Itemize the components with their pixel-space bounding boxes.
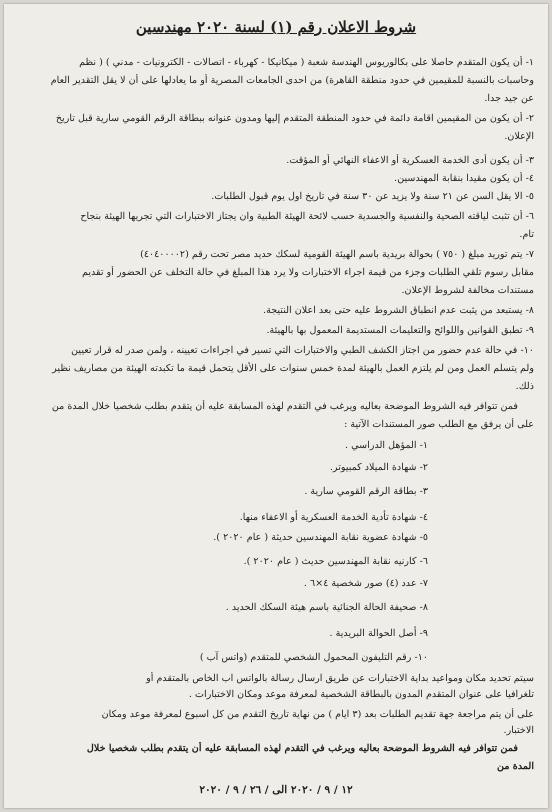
- document-item: ١٠- رقم التليفون المحمول الشخصي للمتقدم (واتس آب ): [199, 652, 428, 663]
- condition-line: ٩- تطبق القوانين واللوائح والتعليمات المستديمة المعمول بها بالهيئة.: [266, 325, 534, 336]
- condition-line: مستندات مخالفة لشروط الإعلان.: [401, 285, 534, 296]
- document-item: ٢- شهادة الميلاد كمبيوتر.: [329, 462, 428, 473]
- note-line: تلغرافيا على عنوان المتقدم المدون بالبطاقة الشخصية لمعرفة موعد ومكان الاختبارات .: [188, 689, 534, 700]
- closing-line: المدة من: [497, 761, 534, 772]
- documents-intro: على أن يرفق مع الطلب صور المستندات الآتية :: [344, 419, 534, 430]
- condition-line: ٢- أن يكون من المقيمين اقامة دائمة في حدود المنطقة المتقدم إليها ومدون عنوانه ببطاقة الرقم القومي سارية قبل تاريخ: [55, 113, 534, 124]
- condition-line: مقابل رسوم تلقي الطلبات وجزء من قيمة اجراء الاختبارات ولا يرد هذا المبلغ في حالة التخلف عن الحضور أو تقديم: [81, 267, 534, 278]
- condition-line: ٧- يتم توريد مبلغ ( ٧٥٠ ) بحوالة بريدية باسم الهيئة القومية لسكك حديد مصر تحت رقم (٤٠٤٠٠٠٠٢): [140, 249, 534, 260]
- condition-line: ١- أن يكون المتقدم حاصلا على بكالوريوس الهندسة شعبة ( ميكانيكا - كهرباء - اتصالات - الكترونيات - مدني ) ( نظم: [79, 57, 534, 68]
- condition-line: عن جيد جدا.: [484, 93, 534, 104]
- document-item: ٨- صحيفة الحالة الجنائية باسم هيئة السكك الحديد .: [225, 602, 428, 613]
- document-item: ٥- شهادة عضوية نقابة المهندسين حديثة ( عام ٢٠٢٠ ).: [213, 532, 428, 543]
- document-page: [4, 4, 548, 808]
- document-item: ٩- أصل الحوالة البريدية .: [329, 628, 428, 639]
- condition-line: ٣- أن يكون أدى الخدمة العسكرية أو الاعفاء النهائي أو المؤقت.: [286, 155, 534, 166]
- condition-line: ١٠- في حالة عدم حضور من اجتاز الكشف الطبي والاختبارات التي تسير في اجراءات تعيينه ، ولمن صدر له قرار تعيين: [71, 345, 534, 356]
- document-item: ٣- بطاقة الرقم القومي سارية .: [304, 486, 428, 497]
- application-intro: فمن تتوافر فيه الشروط الموضحة بعاليه ويرغب في التقدم لهذه المسابقة عليه أن يتقدم بطلب شخصيا خلال المدة من: [51, 401, 518, 412]
- condition-line: وحاسبات بالنسبة للمقيمين في حدود منطقة القاهرة) من احدى الجامعات المصرية أو ما يعادلها على أن لا يقل التقدير العام: [50, 75, 534, 86]
- condition-line: ٨- يستبعد من يثبت عدم انطباق الشروط عليه حتى بعد اعلان النتيجة.: [263, 305, 534, 316]
- note-line: على أن يتم مراجعة جهة تقديم الطلبات بعد (٣ ايام ) من نهاية تاريخ التقدم من كل اسبوع لمعرفة موعد ومكان: [101, 709, 534, 720]
- condition-line: ٦- أن تثبت لياقته الصحية والنفسية والجسدية حسب لائحة الهيئة الطبية وان يجتاز الاختبارات التي تجريها الهيئة بنجاح: [80, 211, 534, 222]
- note-line: سيتم تحديد مكان ومواعيد بداية الاختبارات عن طريق ارسال رسالة بالواتس اب الخاص بالمتقدم أو: [146, 673, 534, 684]
- page-title: شروط الاعلان رقم (١) لسنة ٢٠٢٠ مهندسين: [135, 18, 417, 36]
- document-item: ١- المؤهل الدراسي .: [345, 440, 428, 451]
- document-item: ٧- عدد (٤) صور شخصية ٤×٦ .: [303, 578, 428, 589]
- condition-line: ٥- الا يقل السن عن ٢١ سنة ولا يزيد عن ٣٠ سنة في تاريخ اول يوم قبول الطلبات.: [211, 191, 534, 202]
- condition-line: ذلك.: [515, 381, 534, 392]
- application-dates: ١٢ / ٩ / ٢٠٢٠ الى / ٢٦ / ٩ / ٢٠٢٠: [199, 784, 353, 796]
- document-item: ٤- شهادة تأدية الخدمة العسكرية أو الاعفاء منها.: [239, 512, 428, 523]
- document-item: ٦- كارنيه نقابة المهندسين حديث ( عام ٢٠٢٠ ).: [243, 556, 428, 567]
- condition-line: ٤- أن يكون مقيدا بنقابة المهندسين.: [394, 173, 534, 184]
- condition-line: الإعلان.: [504, 131, 534, 142]
- note-line: الاختبار.: [503, 725, 534, 736]
- closing-line: فمن تتوافر فيه الشروط الموضحة بعاليه ويرغب في التقدم لهذه المسابقة عليه أن يتقدم بطلب شخصيا خلال: [86, 743, 518, 754]
- condition-line: ولم يتسلم العمل ومن لم يلتزم العمل بالهيئة لمدة خمس سنوات على الأقل يتحمل قيمة ما تكبدته الهيئة من مصاريف نظير: [52, 363, 534, 374]
- condition-line: تام.: [519, 229, 534, 240]
